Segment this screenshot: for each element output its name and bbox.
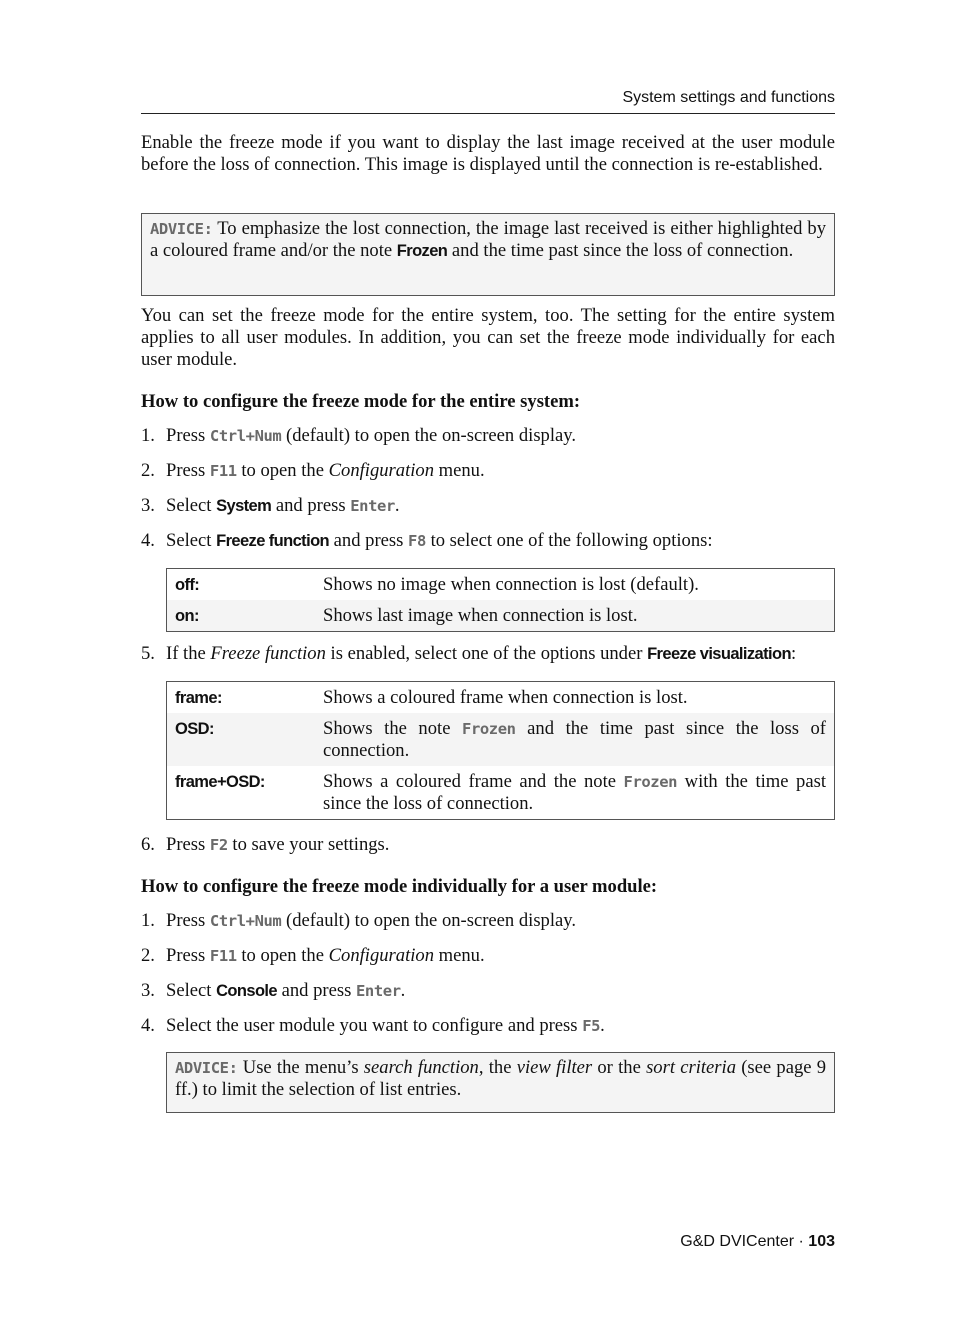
step-text: to open the bbox=[236, 945, 329, 966]
key-enter: Enter bbox=[350, 497, 395, 515]
step-number: 4. bbox=[141, 530, 155, 551]
step-text: Press bbox=[166, 945, 210, 966]
menu-item-freeze-visualization: Freeze visualization bbox=[647, 645, 791, 663]
advice-text: (see page 9 ff.) to limit the selection of list entries. bbox=[175, 1057, 827, 1100]
table-row bbox=[167, 600, 835, 632]
step-text: Press bbox=[166, 910, 210, 931]
key-ctrl-num: Ctrl+Num bbox=[209, 427, 282, 445]
menu-item-system: System bbox=[216, 497, 272, 515]
step-text: is enabled, select one of the options under bbox=[325, 643, 648, 664]
step-5 bbox=[141, 643, 796, 665]
table-row bbox=[167, 569, 835, 601]
system-paragraph: You can set the freeze mode for the entire system, too. The setting for the entire system applies to all user modules. In addition, you can set the freeze mode individually for each user module. bbox=[141, 305, 835, 370]
advice-label: ADVICE: bbox=[175, 1059, 238, 1077]
option-key bbox=[167, 766, 316, 820]
step-number: 5. bbox=[141, 643, 155, 664]
step-text: (default) to open the on-screen display. bbox=[281, 910, 577, 931]
step-3 bbox=[141, 980, 405, 1002]
option-key-label: on: bbox=[175, 607, 199, 625]
page-number: 103 bbox=[808, 1233, 835, 1250]
advice-label: ADVICE: bbox=[150, 220, 213, 238]
advice-box-2 bbox=[166, 1052, 835, 1113]
step-number: 1. bbox=[141, 910, 155, 931]
keyword-frozen: Frozen bbox=[396, 242, 448, 260]
feature-search-function: search function bbox=[363, 1057, 479, 1078]
step-3 bbox=[141, 495, 400, 517]
step-number: 3. bbox=[141, 495, 155, 516]
step-number: 2. bbox=[141, 460, 155, 481]
menu-name: Configuration bbox=[328, 460, 435, 481]
table-row bbox=[167, 766, 835, 820]
step-text: and press bbox=[271, 495, 351, 516]
section-heading-user-module: How to configure the freeze mode individually for a user module: bbox=[141, 876, 658, 897]
step-number: 2. bbox=[141, 945, 155, 966]
option-key-label: frame+OSD: bbox=[175, 773, 265, 791]
description-text: Shows a coloured frame and the note bbox=[323, 771, 624, 792]
step-text: Select bbox=[166, 530, 217, 551]
key-f8: F8 bbox=[408, 532, 426, 550]
advice-text: or the bbox=[592, 1057, 647, 1078]
advice-text: and the time past since the loss of connection. bbox=[447, 240, 794, 261]
step-text: If the bbox=[166, 643, 211, 664]
advice-text: To emphasize the lost connection, the image last received is either highlighted by a coloured frame and/or the note bbox=[150, 218, 826, 261]
step-text: Select the user module you want to configure and press bbox=[166, 1015, 583, 1036]
step-text: : bbox=[790, 643, 797, 664]
menu-item-console: Console bbox=[216, 982, 277, 1000]
step-text: Press bbox=[166, 425, 210, 446]
freeze-function-options-table bbox=[166, 568, 835, 632]
table-row bbox=[167, 713, 835, 766]
step-1 bbox=[141, 910, 576, 932]
step-text: Select bbox=[166, 495, 217, 516]
option-key bbox=[167, 569, 316, 601]
keyword-frozen: Frozen bbox=[462, 720, 516, 738]
option-description bbox=[315, 766, 835, 820]
keyword-frozen: Frozen bbox=[623, 773, 678, 791]
option-key bbox=[167, 600, 316, 632]
feature-view-filter: view filter bbox=[516, 1057, 593, 1078]
option-description: Shows no image when connection is lost (default). bbox=[323, 574, 699, 595]
option-key-label: off: bbox=[175, 576, 200, 594]
setting-name: Freeze function bbox=[210, 643, 326, 664]
step-text: Press bbox=[166, 834, 210, 855]
advice-text: , the bbox=[478, 1057, 517, 1078]
step-text: to save your settings. bbox=[227, 834, 390, 855]
step-4 bbox=[141, 530, 713, 552]
key-f11: F11 bbox=[209, 462, 237, 480]
step-text: . bbox=[600, 1015, 605, 1036]
step-text: . bbox=[394, 495, 400, 516]
step-text: menu. bbox=[434, 460, 485, 481]
step-text: to select one of the following options: bbox=[425, 530, 713, 551]
menu-name: Configuration bbox=[328, 945, 435, 966]
step-text: and press bbox=[276, 980, 356, 1001]
option-description: Shows a coloured frame when connection is lost. bbox=[323, 687, 688, 708]
footer-product: G&D DVICenter · bbox=[680, 1233, 809, 1250]
step-text: (default) to open the on-screen display. bbox=[281, 425, 577, 446]
step-number: 4. bbox=[141, 1015, 155, 1036]
option-description: Shows last image when connection is lost. bbox=[315, 600, 835, 632]
step-2 bbox=[141, 945, 485, 967]
intro-paragraph: Enable the freeze mode if you want to display the last image received at the user module before the loss of connection. This image is displayed until the connection is re-established. bbox=[141, 132, 835, 175]
advice-box-1 bbox=[141, 213, 835, 296]
step-text: and press bbox=[329, 530, 409, 551]
advice-text: Use the menu’s bbox=[237, 1057, 364, 1078]
step-text: menu. bbox=[434, 945, 485, 966]
option-key-label: OSD: bbox=[175, 720, 214, 738]
step-text: Select bbox=[166, 980, 217, 1001]
running-header bbox=[141, 89, 835, 114]
step-number: 3. bbox=[141, 980, 155, 1001]
key-f5: F5 bbox=[582, 1017, 601, 1035]
description-text: with the time past since the loss of connection. bbox=[323, 771, 826, 814]
step-text: . bbox=[400, 980, 406, 1001]
step-text: to open the bbox=[236, 460, 329, 481]
step-number: 6. bbox=[141, 834, 155, 855]
header-title: System settings and functions bbox=[622, 89, 835, 106]
step-text: Press bbox=[166, 460, 210, 481]
key-enter: Enter bbox=[356, 982, 401, 1000]
description-text: and the time past since the loss of connection. bbox=[323, 718, 826, 761]
step-6 bbox=[141, 834, 389, 856]
description-text: Shows the note bbox=[323, 718, 463, 739]
key-ctrl-num: Ctrl+Num bbox=[209, 912, 282, 930]
step-4 bbox=[141, 1015, 605, 1037]
step-number: 1. bbox=[141, 425, 155, 446]
option-description bbox=[315, 713, 835, 766]
option-key bbox=[167, 682, 316, 714]
table-row bbox=[167, 682, 835, 714]
page-footer bbox=[141, 1233, 835, 1251]
menu-item-freeze-function: Freeze function bbox=[216, 532, 330, 550]
option-key bbox=[167, 713, 316, 766]
key-f11: F11 bbox=[209, 947, 237, 965]
step-1 bbox=[141, 425, 576, 447]
key-f2: F2 bbox=[209, 836, 228, 854]
freeze-visualization-options-table bbox=[166, 681, 835, 820]
step-2 bbox=[141, 460, 485, 482]
section-heading-system: How to configure the freeze mode for the entire system: bbox=[141, 391, 581, 412]
feature-sort-criteria: sort criteria bbox=[646, 1057, 736, 1078]
option-key-label: frame: bbox=[175, 689, 222, 707]
